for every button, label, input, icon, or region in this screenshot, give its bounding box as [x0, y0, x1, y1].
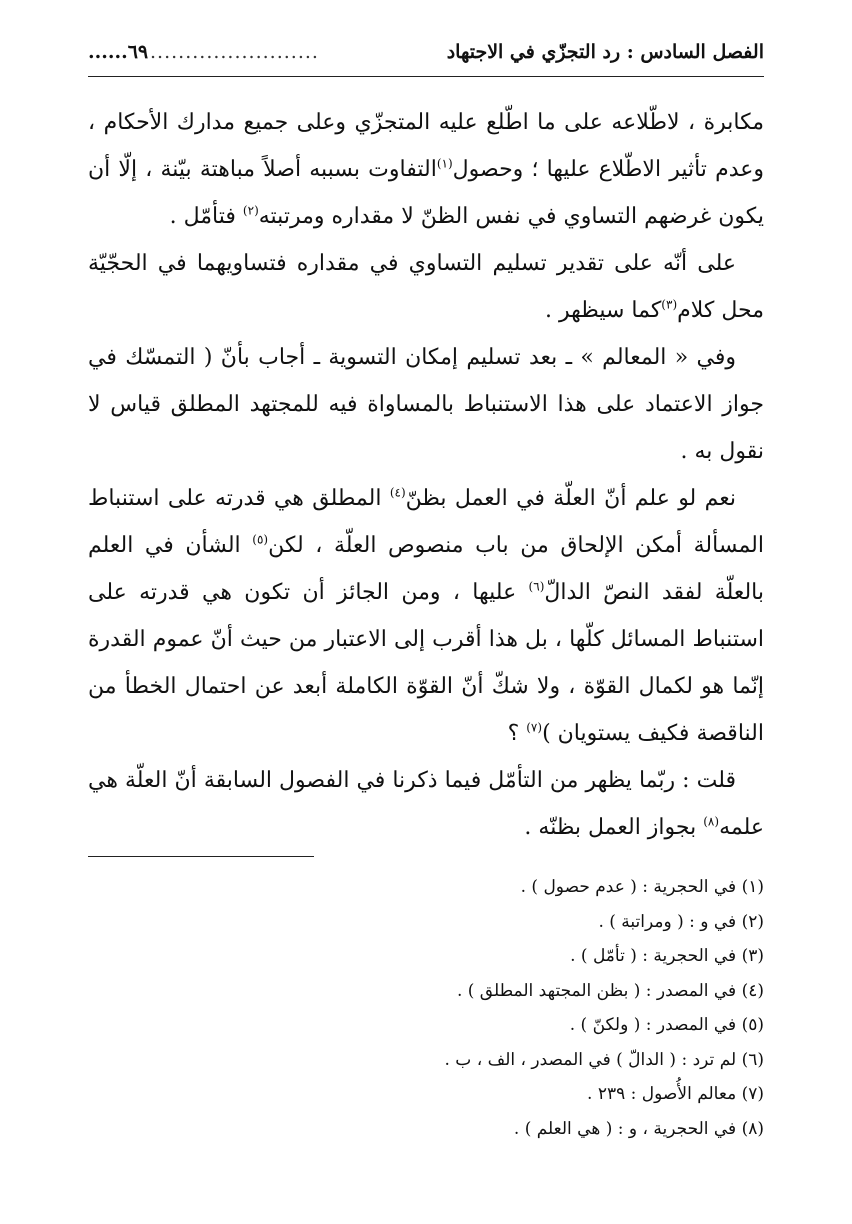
text-run: ؟ [507, 721, 527, 746]
footnote-ref: (٥) [252, 532, 269, 547]
footnote-1: (١) في الحجرية : ( عدم حصول ) . [520, 877, 764, 897]
main-text [88, 99, 764, 851]
footnote-ref: (٣) [661, 297, 678, 312]
footnote-ref: (٨) [703, 814, 720, 829]
text-run: بجواز العمل بظنّه . [524, 815, 704, 840]
text-run: فتأمّل . [169, 204, 243, 229]
text-run: وفي « المعالم » ـ بعد تسليم إمكان التسوية ـ أجاب بأنّ ( التمسّك في جواز الاعتماد على هذا الاستنباط بالمساواة فيه للمجتهد المطلق قياس لا نقول به . [88, 345, 764, 464]
footnote-2: (٢) في و : ( ومراتبة ) . [598, 911, 764, 932]
text-run: مكابرة ، لاطّلاعه على ما اطّلع عليه المتجزّي وعلى جميع مدارك الأحكام ، وعدم تأثير الاطّلاع عليها ؛ وحصول [88, 110, 765, 182]
footnote-4: (٤) في المصدر : ( بظن المجتهد المطلق ) . [456, 980, 764, 1001]
text-run: عليها ، ومن الجائز أن تكون هي قدرته على استنباط المسائل كلّها ، بل هذا أقرب إلى الاعتبار من حيث أنّ عموم القدرة إنّما هو لكمال القوّة ، ولا شكّ أنّ القوّة الكاملة أبعد عن احتمال الخطأ من الناقصة فكيف يستويان ) [88, 580, 764, 746]
footnote-ref: (٤) [389, 485, 406, 500]
footnote-ref: (٢) [242, 203, 259, 218]
footnote-ref: (١) [436, 156, 453, 171]
paragraph-1 [88, 99, 764, 240]
paragraph-2 [88, 240, 764, 334]
text-run: الشأن في العلم بالعلّة لفقد النصّ الدالّ [88, 533, 764, 605]
book-page [88, 28, 765, 1139]
paragraph-5 [88, 757, 764, 851]
footnotes [88, 870, 764, 1146]
paragraph-3 [88, 334, 764, 475]
text-run: نعم لو علم أنّ العلّة في العمل بظنّ [405, 486, 736, 511]
footnote-3: (٣) في الحجرية : ( تأمّل ) . [570, 946, 764, 966]
header-leader-dots: ........................ [150, 41, 319, 63]
page-number: ٦٩...... [88, 41, 149, 63]
footnote-ref: (٦) [528, 579, 545, 594]
footnote-8: (٨) في الحجرية ، و : ( هي العلم ) . [513, 1118, 764, 1139]
text-run: قلت : ربّما يظهر من التأمّل فيما ذكرنا في الفصول السابقة أنّ العلّة هي علمه [88, 768, 764, 840]
footnote-5: (٥) في المصدر : ( ولكنّ ) . [569, 1015, 764, 1035]
text-run: المطلق هي قدرته على استنباط المسألة أمكن الإلحاق من باب منصوص العلّة ، لكن [88, 486, 764, 558]
footnote-ref: (٧) [526, 720, 543, 735]
footnote-separator [88, 856, 314, 857]
footnote-7: (٧) معالم الأُصول : ٢٣٩ . [587, 1084, 764, 1104]
text-run: كما سيظهر . [545, 298, 662, 323]
text-run: على أنّه على تقدير تسليم التساوي في مقداره فتساويهما في الحجّيّة محل كلام [88, 251, 764, 323]
footnote-6: (٦) لم ترد : ( الدالّ ) في المصدر ، الف ، ب . [444, 1049, 764, 1070]
text-run: التفاوت بسببه أصلاً مباهتة بيّنة ، إلّا أن يكون غرضهم التساوي في نفس الظنّ لا مقداره ومرتبته [88, 157, 764, 229]
paragraph-4 [88, 475, 764, 757]
running-header [88, 28, 764, 77]
chapter-title: الفصل السادس : رد التجزّي في الاجتهاد [446, 41, 764, 63]
